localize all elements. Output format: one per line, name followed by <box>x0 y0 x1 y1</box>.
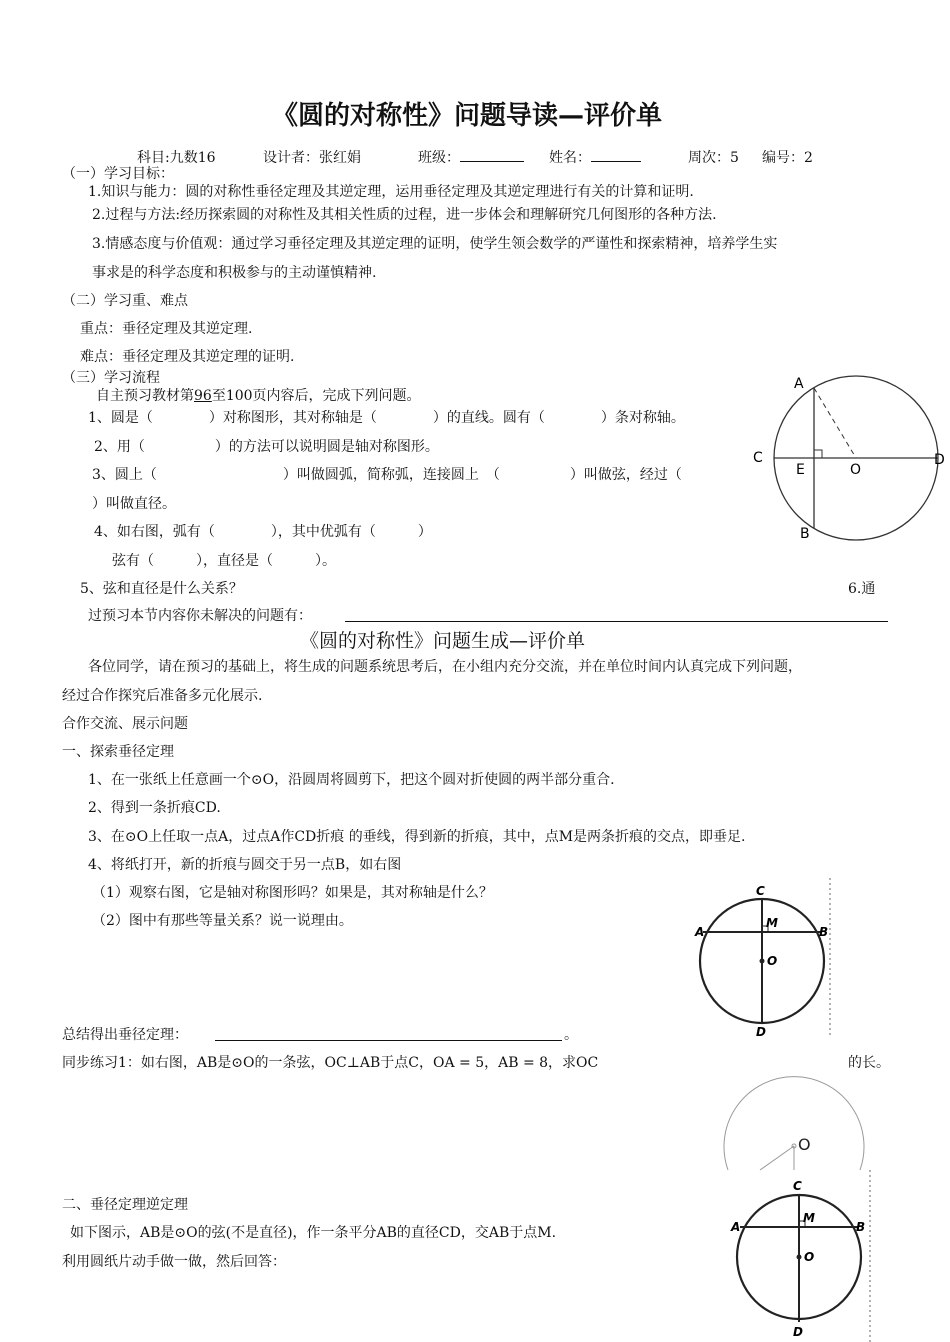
class-label: 班级： <box>418 150 460 166</box>
summary-end: 。 <box>564 1027 578 1043</box>
intro-page: 96 <box>194 388 212 404</box>
inverse-1: 如下图示，AB是⊙O的弦(不是直径)，作一条平分AB的直径CD，交AB于点M. <box>70 1225 557 1241</box>
fig4-label-c: C <box>793 1179 802 1193</box>
exercise-1a: 同步练习1：如右图，AB是⊙O的一条弦，OC⊥AB于点C，OA = 5，AB = 8，求OC <box>62 1055 599 1071</box>
summary-blank <box>215 1040 562 1041</box>
question-3a: 3、圆上（ ）叫做圆弧，简称弧，连接圆上 （ ）叫做弦，经过（ <box>92 467 682 483</box>
step-4-2: （2）图中有那些等量关系？说一说理由。 <box>92 913 353 929</box>
name-blank <box>591 147 641 162</box>
fig4-label-o: O <box>804 1250 815 1264</box>
step-2: 2、得到一条折痕CD. <box>88 800 221 816</box>
goal-1: 1.知识与能力：圆的对称性垂径定理及其逆定理，运用垂径定理及其逆定理进行有关的计算和证明. <box>88 184 694 200</box>
header-subject: 科目:九数16 <box>137 150 216 166</box>
goal-3b: 事求是的科学态度和积极参与的主动谨慎精神. <box>92 265 377 281</box>
fig2-label-d: D <box>756 1025 766 1039</box>
process-heading: （三）学习流程 <box>62 370 160 386</box>
question-3b: ）叫做直径。 <box>92 496 176 512</box>
goal-2: 2.过程与方法:经历探索圆的对称性及其相关性质的过程，进一步体会和理解研究几何图形的各种方法. <box>92 207 717 223</box>
header-number: 编号：2 <box>762 150 813 166</box>
step-4-1: （1）观察右图，它是轴对称图形吗？如果是，其对称轴是什么？ <box>92 885 493 901</box>
fig2-label-a: A <box>695 925 705 939</box>
page-title: 《圆的对称性》问题导读—评价单 <box>272 101 663 131</box>
fig1-label-e: E <box>796 462 805 478</box>
header-class <box>418 147 524 167</box>
fig4-label-a: A <box>731 1220 741 1234</box>
exercise-1b: 的长。 <box>848 1055 890 1071</box>
section2-para-b: 经过合作探究后准备多元化展示. <box>62 688 263 704</box>
fig4-label-b: B <box>856 1220 866 1234</box>
header-name <box>549 147 641 167</box>
question-5: 5、弦和直径是什么关系？ <box>80 581 243 597</box>
fig4-label-m: M <box>803 1211 815 1225</box>
fig4-label-d: D <box>793 1325 803 1339</box>
question-1: 1、圆是（ ）对称图形，其对称轴是（ ）的直线。圆有（ ）条对称轴。 <box>88 410 685 426</box>
coop-heading: 合作交流、展示问题 <box>62 716 188 732</box>
class-blank <box>460 147 524 162</box>
header-week: 周次：5 <box>688 150 739 166</box>
question-6: 6.通 <box>848 581 876 597</box>
step-3: 3、在⊙O上任取一点A，过点A作CD折痕 的垂线，得到新的折痕，其中，点M是两条折痕的交点，即垂足. <box>88 829 746 845</box>
fig1-label-a: A <box>794 376 804 392</box>
unsolved-blank <box>345 621 888 622</box>
fig1-label-o: O <box>850 462 862 478</box>
question-4b: 弦有（ ），直径是（ ）。 <box>112 553 336 569</box>
keypoint: 重点：垂径定理及其逆定理. <box>80 321 253 337</box>
figure-circle-4 <box>724 1170 884 1342</box>
keypoints-heading: （二）学习重、难点 <box>62 293 188 309</box>
step-1: 1、在一张纸上任意画一个⊙O，沿圆周将圆剪下，把这个圆对折使圆的两半部分重合. <box>88 772 615 788</box>
fig2-label-c: C <box>756 884 765 898</box>
process-intro <box>96 385 421 405</box>
fig3-label-o: O <box>798 1135 811 1154</box>
section2-title: 《圆的对称性》问题生成—评价单 <box>300 630 586 652</box>
difficult-point: 难点：垂径定理及其逆定理的证明. <box>80 349 295 365</box>
intro-text-b: 至100页内容后，完成下列问题。 <box>211 388 421 404</box>
fig1-label-d: D <box>934 452 945 468</box>
fig2-label-b: B <box>819 925 829 939</box>
fig2-label-m: M <box>766 916 778 930</box>
question-4a: 4、如右图，弧有（ ），其中优弧有（ ） <box>94 524 432 540</box>
goals-heading: （一）学习目标： <box>62 166 174 182</box>
unsolved-label: 过预习本节内容你未解决的问题有： <box>88 608 312 624</box>
goal-3a: 3.情感态度与价值观：通过学习垂径定理及其逆定理的证明，使学生领会数学的严谨性和探索精神，培养学生实 <box>92 236 778 252</box>
fig2-label-o: O <box>767 954 778 968</box>
fig1-label-b: B <box>800 526 810 542</box>
inverse-2: 利用圆纸片动手做一做，然后回答： <box>62 1254 286 1270</box>
summary-label: 总结得出垂径定理： <box>62 1027 188 1043</box>
header-designer: 设计者：张红娟 <box>263 150 361 166</box>
figure-circle-1 <box>748 370 948 545</box>
part2-heading: 二、垂径定理逆定理 <box>62 1197 188 1213</box>
name-label: 姓名： <box>549 150 591 166</box>
fig1-label-c: C <box>753 450 763 466</box>
figure-circle-3 <box>722 1074 872 1174</box>
figure-circle-2 <box>690 878 840 1040</box>
question-2: 2、用（ ）的方法可以说明圆是轴对称图形。 <box>94 439 439 455</box>
step-4: 4、将纸打开，新的折痕与圆交于另一点B，如右图 <box>88 857 402 873</box>
intro-text-a: 自主预习教材第 <box>96 388 194 404</box>
part1-heading: 一、探索垂径定理 <box>62 744 174 760</box>
section2-para-a: 各位同学，请在预习的基础上，将生成的问题系统思考后，在小组内充分交流，并在单位时间内认真完成下列问题， <box>88 659 802 675</box>
